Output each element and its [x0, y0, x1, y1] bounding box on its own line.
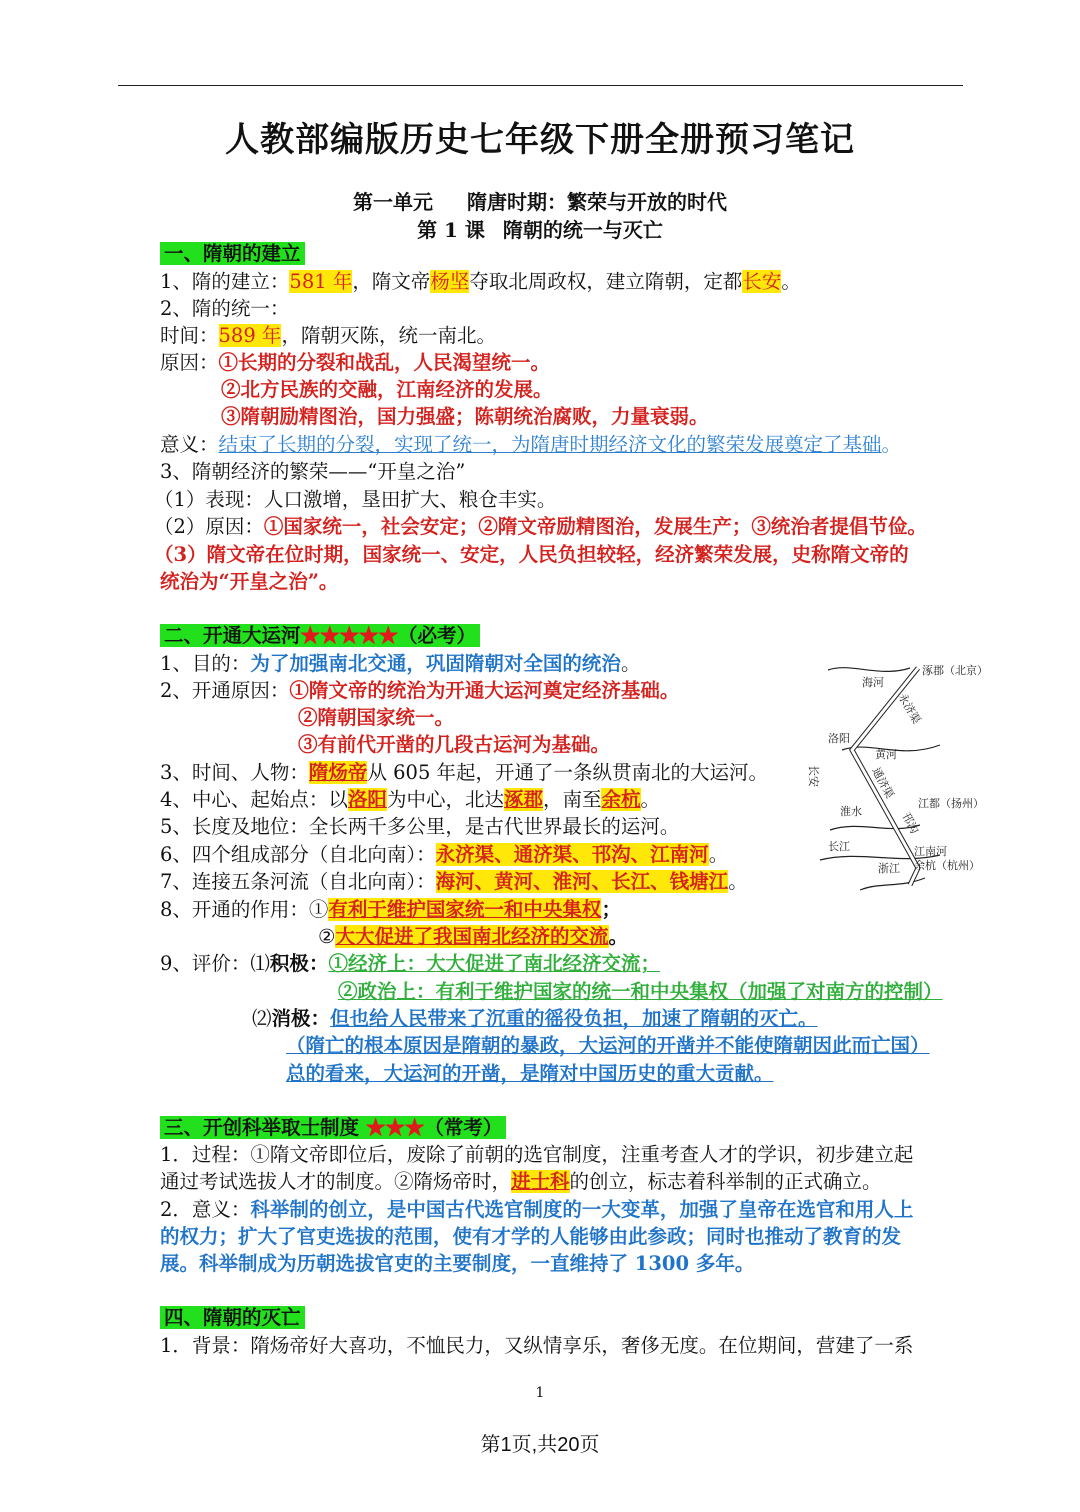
s2-line-16: 总的看来，大运河的开凿，是隋对中国历史的重大贡献。 [286, 1062, 774, 1085]
section-3-heading [160, 1114, 506, 1141]
text: 。 [708, 843, 729, 866]
highlight-effect: 有利于维护国家统一和中央集权 [328, 898, 602, 921]
highlight-name: 杨坚 [430, 270, 470, 293]
text: 2、开通原因： [160, 679, 290, 702]
map-label-zhejiang: 浙江 [878, 862, 900, 875]
text: ② [318, 925, 336, 948]
section-heading-text [160, 624, 480, 647]
s4-line-1: 1．背景：隋炀帝好大喜功，不恤民力，又纵情享乐，奢侈无度。在位期间，营建了一系 [160, 1334, 914, 1357]
section-heading-text: 四、隋朝的灭亡 [160, 1306, 305, 1329]
highlight-center: 洛阳 [347, 788, 387, 811]
text: 。 [781, 270, 801, 293]
section-4-heading [160, 1304, 305, 1331]
section-heading-text: 一、隋朝的建立 [160, 242, 305, 265]
highlight-south: 余杭 [601, 788, 641, 811]
text: 4、中心、起始点：以 [160, 788, 348, 811]
map-label-huaishui: 淮水 [840, 805, 862, 818]
map-label-jiangdu: 江都（扬州） [918, 797, 984, 810]
reason-text: ①隋文帝的统治为开通大运河奠定经济基础。 [289, 679, 680, 702]
s2-line-7: 5、长度及地位：全长两千多公里，是古代世界最长的运河。 [160, 815, 680, 838]
s2-line-14 [252, 1005, 818, 1032]
map-label-changan: 长安 [807, 765, 820, 787]
section-2-heading [160, 622, 480, 649]
text: 8、开通的作用：① [160, 898, 329, 921]
highlight-name: 隋炀帝 [308, 761, 368, 784]
s1-line-11: （3）隋文帝在位时期，国家统一、安定，人民负担较轻，经济繁荣发展，史称隋文帝的 [154, 543, 909, 566]
s1-line-9: （1）表现：人口激增，垦田扩大、粮仓丰实。 [154, 488, 557, 511]
s2-line-12 [160, 950, 660, 977]
s1-line-10 [154, 513, 927, 540]
evaluation-text: 但也给人民带来了沉重的徭役负担，加速了隋朝的灭亡。 [330, 1007, 818, 1030]
s1-line-8: 3、隋朝经济的繁荣——“开皇之治” [160, 460, 466, 483]
text: 。 [728, 870, 748, 893]
map-label-luoyang: 洛阳 [828, 732, 850, 745]
significance-text: 科举制的创立，是中国古代选官制度的一大变革，加强了皇帝在选官和用人上 [250, 1198, 914, 1221]
section-heading-text [160, 1116, 506, 1139]
text: 的创立，标志着科举制的正式确立。 [569, 1170, 882, 1193]
highlight-parts: 永济渠、通济渠、邗沟、江南河 [435, 843, 709, 866]
s2-line-1: 1、目的：为了加强南北交通，巩固隋朝对全国的统治。 [160, 652, 641, 675]
s2-line-13: ②政治上：有利于维护国家的统一和中央集权（加强了对南方的控制） [338, 980, 943, 1003]
text: 为中心，北达 [386, 788, 504, 811]
text: （必考） [398, 624, 477, 647]
unit-name: 隋唐时期：繁荣与开放的时代 [467, 190, 727, 214]
highlight-year: 581 年 [289, 270, 353, 293]
s2-line-11 [318, 923, 628, 950]
text: 。 [881, 433, 902, 456]
section-1-heading [160, 240, 305, 267]
map-label-huanghe: 黄河 [875, 748, 897, 761]
text: 。 [608, 925, 629, 948]
text: 消极 [271, 1007, 311, 1030]
s1-line-2: 2、隋的统一： [160, 297, 290, 320]
highlight-north: 涿郡 [503, 788, 543, 811]
reason-text: ①长期的分裂和战乱，人民渴望统一。 [218, 351, 551, 374]
s2-line-3: ②隋朝国家统一。 [298, 706, 455, 729]
map-label-jiangnanhe: 江南河 [914, 845, 947, 858]
s3-line-1: 1．过程：①隋文帝即位后，废除了前朝的选官制度，注重考查人才的学识，初步建立起 [160, 1143, 914, 1166]
highlight-rivers: 海河、黄河、淮河、长江、钱塘江 [435, 870, 729, 893]
map-label-tongji: 通济渠 [869, 765, 897, 801]
s1-line-6: ③隋朝励精图治，国力强盛；陈朝统治腐败，力量衰弱。 [221, 405, 709, 428]
s3-line-5: 展。科举制成为历朝选拔官吏的主要制度，一直维持了 1300 多年。 [160, 1252, 755, 1275]
star-icon: ★★★ [365, 1116, 425, 1139]
s2-line-6 [160, 786, 660, 813]
s1-line-3 [160, 322, 496, 349]
text: （常考） [424, 1116, 503, 1139]
grand-canal-map [800, 650, 1010, 900]
s1-line-7 [160, 431, 901, 458]
highlight-capital: 长安 [742, 270, 782, 293]
highlight-year: 589 年 [218, 324, 282, 347]
text: 时间： [160, 324, 219, 347]
s1-line-4 [160, 349, 550, 376]
text: 二、开通大运河 [164, 624, 301, 647]
river-haihe [828, 668, 910, 672]
text: 9、评价：⑴ [160, 952, 270, 975]
header-rule [118, 85, 963, 86]
text: 3、时间、人物： [160, 761, 309, 784]
lesson-label: 第 1 课 [417, 218, 485, 242]
significance-text: 结束了长期的分裂，实现了统一，为隋唐时期经济文化的繁荣发展奠定了基础 [218, 433, 882, 456]
page-footer: 第1页,共20页 [480, 1434, 600, 1456]
reason-text: ①国家统一，社会安定；②隋文帝励精图治，发展生产；③统治者提倡节俭。 [263, 515, 927, 538]
s2-line-8 [160, 841, 728, 868]
highlight-effect: 大大促进了我国南北经济的交流 [335, 925, 609, 948]
text: 从 605 年起，开通了一条纵贯南北的大运河。 [367, 761, 769, 784]
text: ： [308, 952, 329, 975]
map-label-haihe: 海河 [862, 676, 884, 689]
text: 夺取北周政权，建立隋朝，定都 [469, 270, 743, 293]
s1-line-1 [160, 268, 801, 295]
star-icon: ★★★★★ [300, 624, 399, 647]
text: ： [310, 1007, 331, 1030]
text: ⑵ [252, 1007, 272, 1030]
text: 意义： [160, 433, 219, 456]
lesson-name: 隋朝的统一与灭亡 [502, 218, 663, 242]
highlight-jinshi: 进士科 [511, 1170, 570, 1193]
text: 。 [640, 788, 661, 811]
text: 原因： [160, 351, 219, 374]
text: 积极 [269, 952, 309, 975]
text: 2．意义： [160, 1198, 251, 1221]
s1-line-12: 统治为“开皇之治”。 [160, 570, 339, 593]
text: 7、连接五条河流（自北向南）： [160, 870, 436, 893]
map-label-hangou: 邗沟 [899, 810, 922, 836]
map-label-changjiang: 长江 [828, 840, 850, 853]
text: 6、四个组成部分（自北向南）： [160, 843, 436, 866]
s2-line-5 [160, 759, 768, 786]
text: （2）原因： [154, 515, 264, 538]
lesson-heading [0, 214, 1080, 243]
text: ，隋文帝 [352, 270, 431, 293]
s2-line-15: （隋亡的根本原因是隋朝的暴政，大运河的开凿并不能使隋朝因此而亡国） [286, 1034, 930, 1057]
s3-line-3 [160, 1196, 913, 1223]
unit-label: 第一单元 [353, 190, 433, 214]
document-title: 人教部编版历史七年级下册全册预习笔记 [225, 120, 855, 160]
text: ，隋朝灭陈，统一南北。 [281, 324, 496, 347]
evaluation-text: ①经济上：大大促进了南北经济交流； [328, 952, 660, 975]
map-label-yuhang: 余杭（杭州） [914, 859, 980, 872]
text: 通过考试选拔人才的制度。②隋炀帝时， [160, 1170, 512, 1193]
unit-heading [0, 186, 1080, 215]
text: ； [601, 898, 621, 921]
river-qiantang [860, 878, 925, 890]
s2-line-10 [160, 896, 621, 923]
map-label-yongji: 永济渠 [895, 691, 924, 727]
s2-line-9 [160, 868, 748, 895]
s2-line-4: ③有前代开凿的几段古运河为基础。 [298, 733, 611, 756]
s1-line-5: ②北方民族的交融，江南经济的发展。 [221, 378, 553, 401]
purpose-text: 为了加强南北交通，巩固隋朝对全国的统治 [250, 652, 621, 675]
s3-line-4: 的权力；扩大了官吏选拔的范围，使有才学的人能够由此参政；同时也推动了教育的发 [160, 1225, 902, 1248]
text: 三、开创科举取士制度 [164, 1116, 360, 1139]
map-label-zhuojun: 涿郡（北京） [922, 664, 988, 677]
s3-line-2 [160, 1168, 882, 1195]
text: 1、隋的建立： [160, 270, 290, 293]
text: ，南至 [542, 788, 602, 811]
text: 1、目的： [160, 652, 251, 675]
page-number: 1 [535, 1385, 545, 1401]
s2-line-2 [160, 677, 679, 704]
